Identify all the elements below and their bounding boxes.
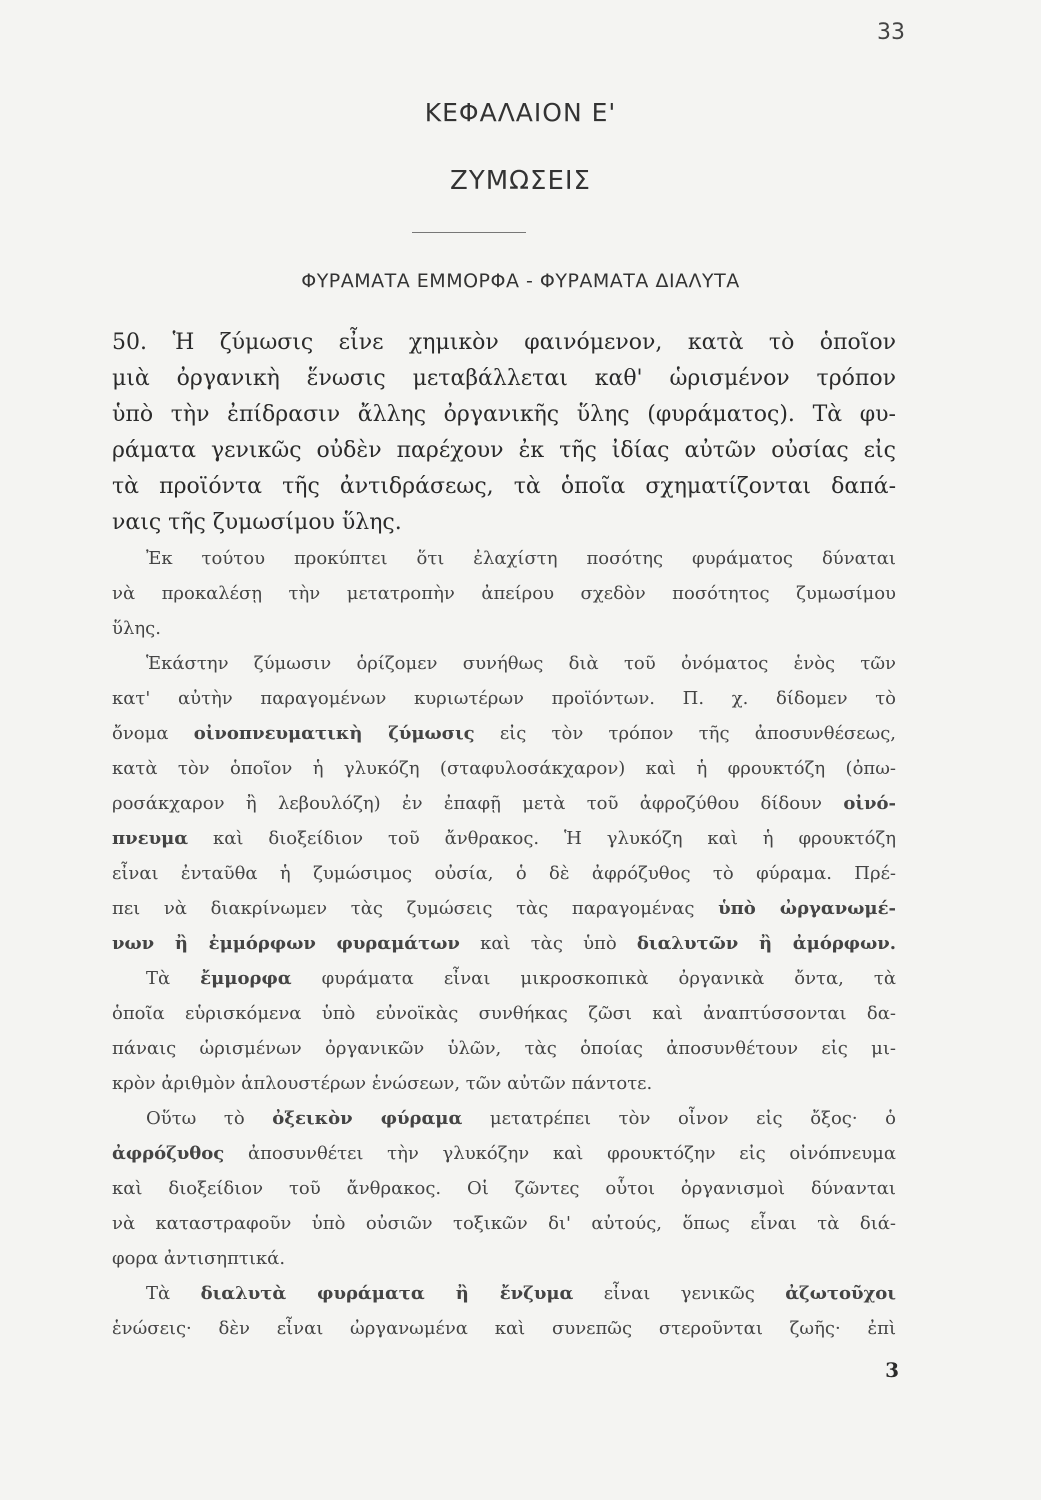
bold-term: ὑπὸ ὠργανωμέ- [718, 898, 896, 919]
text-line [112, 1311, 896, 1346]
text-line [112, 681, 896, 716]
text-run: ὕλης. [112, 618, 161, 639]
text-run: φορα ἀντισηπτικά. [112, 1248, 286, 1269]
text-run: νὰ καταστραφοῦν ὑπὸ οὐσιῶν τοξικῶν δι' αὐτούς, ὅπως εἶναι τὰ διά- [112, 1213, 896, 1234]
text-line [112, 1066, 896, 1101]
text-line [112, 1276, 896, 1311]
bold-term: ὀξεικὸν φύραμα [272, 1108, 463, 1129]
text-run: Τὰ [146, 1283, 201, 1304]
text-line [112, 576, 896, 611]
text-line [112, 716, 896, 751]
text-line [112, 646, 896, 681]
bold-term: ἀζωτοῦχοι [785, 1283, 896, 1304]
text-line [112, 325, 896, 361]
bold-term: διαλυτὰ φυράματα ἢ ἔνζυμα [200, 1283, 574, 1304]
text-line [112, 961, 896, 996]
text-line [112, 891, 896, 926]
text-run: φυράματα εἶναι μικροσκοπικὰ ὀργανικὰ ὄντα, τὰ [291, 968, 896, 989]
text-run: ὑπὸ τὴν ἐπίδρασιν ἄλλης ὀργανικῆς ὕλης (φυράματος). Τὰ φυ- [112, 402, 896, 427]
page-number: 33 [877, 20, 905, 45]
text-run: πάναις ὡρισμένων ὀργανικῶν ὑλῶν, τὰς ὁποίας ἀποσυνθέτουν εἰς μι- [112, 1038, 896, 1059]
text-run: κατ' αὐτὴν παραγομένων κυριωτέρων προϊόντων. Π. χ. δίδομεν τὸ [112, 688, 896, 709]
text-line [112, 1136, 896, 1171]
text-line [112, 469, 896, 505]
text-run: μετατρέπει τὸν οἶνον εἰς ὄξος· ὁ [462, 1108, 897, 1129]
text-line [112, 1031, 896, 1066]
text-run: μιὰ ὀργανικὴ ἕνωσις μεταβάλλεται καθ' ὡρισμένον τρόπον [112, 366, 896, 391]
text-run: ράματα γενικῶς οὐδὲν παρέχουν ἐκ τῆς ἰδίας αὐτῶν οὐσίας εἰς [112, 438, 896, 463]
text-run: εἶναι γενικῶς [573, 1283, 786, 1304]
text-run: κρὸν ἀριθμὸν ἁπλουστέρων ἑνώσεων, τῶν αὐτῶν πάντοτε. [112, 1073, 653, 1094]
text-line [112, 397, 896, 433]
text-line [112, 541, 896, 576]
text-run: κατὰ τὸν ὁποῖον ἡ γλυκόζη (σταφυλοσάκχαρον) καὶ ἡ φρουκτόζη (ὀπω- [112, 758, 896, 779]
text-line [112, 611, 896, 646]
text-line [112, 433, 896, 469]
text-line [112, 856, 896, 891]
bold-term: ἔμμορφα [200, 968, 292, 989]
text-run: τὰ προϊόντα τῆς ἀντιδράσεως, τὰ ὁποῖα σχηματίζονται δαπά- [112, 474, 896, 499]
bold-term: πνευμα [112, 828, 189, 849]
text-run: νὰ προκαλέσῃ τὴν μετατροπὴν ἀπείρου σχεδὸν ποσότητος ζυμωσίμου [112, 583, 896, 604]
text-run: ναις τῆς ζυμωσίμου ὕλης. [112, 510, 402, 535]
text-run: 50. Ἡ ζύμωσις εἶνε χημικὸν φαινόμενον, κατὰ τὸ ὁποῖον [112, 330, 896, 355]
text-line [112, 1101, 896, 1136]
folio-mark: 3 [885, 1358, 899, 1382]
divider-rule [412, 232, 526, 233]
bold-term: οἰνοπνευματικὴ ζύμωσις [193, 723, 475, 744]
chapter-title: ΖΥΜΩΣΕΙΣ [450, 166, 591, 196]
bold-term: ἀφρόζυθος [112, 1143, 225, 1164]
text-line [112, 821, 896, 856]
section-heading: ΦΥΡΑΜΑΤΑ ΕΜΜΟΡΦΑ - ΦΥΡΑΜΑΤΑ ΔΙΑΛΥΤΑ [301, 270, 740, 292]
text-run: Ἐκ τούτου προκύπτει ὅτι ἐλαχίστη ποσότης φυράματος δύναται [146, 548, 896, 569]
text-line [112, 1241, 896, 1276]
text-run: καὶ διοξείδιον τοῦ ἄνθρακος. Ἡ γλυκόζη καὶ ἡ φρουκτόζη [188, 828, 896, 849]
text-run: εἰς τὸν τρόπον τῆς ἀποσυνθέσεως, [474, 723, 897, 744]
chapter-label: ΚΕΦΑΛΑΙΟΝ Ε' [424, 98, 617, 127]
body-text [112, 325, 896, 1346]
text-run: καὶ τὰς ὑπὸ [459, 933, 637, 954]
text-run: ἑνώσεις· δὲν εἶναι ὠργανωμένα καὶ συνεπῶς στεροῦνται ζωῆς· ἐπὶ [112, 1318, 896, 1339]
text-line [112, 1171, 896, 1206]
text-run: Ἑκάστην ζύμωσιν ὁρίζομεν συνήθως διὰ τοῦ ὀνόματος ἑνὸς τῶν [146, 653, 896, 674]
text-line [112, 926, 896, 961]
text-run: πει νὰ διακρίνωμεν τὰς ζυμώσεις τὰς παραγομένας [112, 898, 719, 919]
text-run: Τὰ [146, 968, 201, 989]
text-run: ὄνομα [112, 723, 194, 744]
text-line [112, 505, 896, 541]
text-run: ροσάκχαρον ἢ λεβουλόζη) ἐν ἐπαφῇ μετὰ τοῦ ἀφροζύθου δίδουν [112, 793, 844, 814]
text-line [112, 996, 896, 1031]
text-run: ἀποσυνθέτει τὴν γλυκόζην καὶ φρουκτόζην εἰς οἰνόπνευμα [224, 1143, 896, 1164]
bold-term: οἰνό- [843, 793, 896, 814]
text-line [112, 751, 896, 786]
text-line [112, 361, 896, 397]
text-run: Οὕτω τὸ [146, 1108, 273, 1129]
text-run: καὶ διοξείδιον τοῦ ἄνθρακος. Οἱ ζῶντες οὗτοι ὀργανισμοὶ δύνανται [112, 1178, 896, 1199]
text-run: ὁποῖα εὑρισκόμενα ὑπὸ εὐνοϊκὰς συνθήκας ζῶσι καὶ ἀναπτύσσονται δα- [112, 1003, 896, 1024]
text-run: εἶναι ἐνταῦθα ἡ ζυμώσιμος οὐσία, ὁ δὲ ἀφρόζυθος τὸ φύραμα. Πρέ- [112, 863, 896, 884]
bold-term: νων ἢ ἐμμόρφων φυραμάτων [112, 933, 460, 954]
text-line [112, 786, 896, 821]
bold-term: διαλυτῶν ἢ ἀμόρφων. [636, 933, 896, 954]
text-line [112, 1206, 896, 1241]
